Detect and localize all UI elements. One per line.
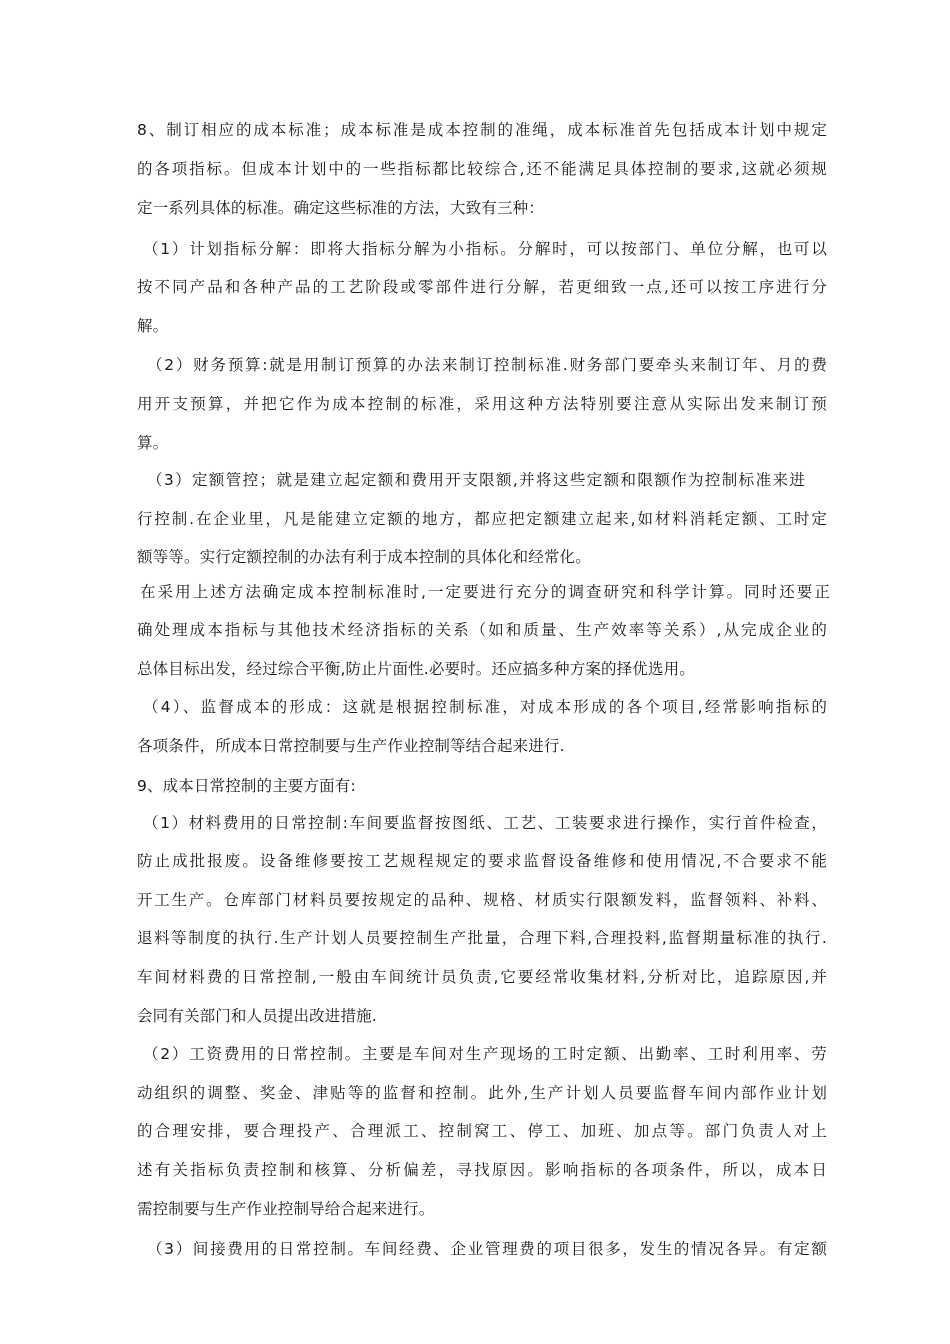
paragraph-line: 总体目标出发，经过综合平衡,防止片面性.必要时。还应搞多种方案的择优选用。	[137, 660, 695, 678]
paragraph-line: 述有关指标负责控制和核算、分析偏差，寻找原因。影响指标的各项条件，所以，成本日	[137, 1161, 827, 1179]
paragraph-line: （3）定额管控；就是建立起定额和费用开支限额,并将这些定额和限额作为控制标准来进	[147, 471, 805, 489]
paragraph-line: （3）间接费用的日常控制。车间经费、企业管理费的项目很多，发生的情况各异。有定额	[147, 1240, 827, 1258]
paragraph-line: 各项条件，所成本日常控制要与生产作业控制等结合起来进行.	[137, 737, 565, 755]
paragraph-line: 解。	[137, 317, 169, 335]
paragraph-line: 算。	[137, 434, 169, 452]
paragraph-line: 行控制.在企业里，凡是能建立定额的地方，都应把定额建立起来,如材料消耗定额、工时定	[137, 510, 827, 528]
paragraph-line: （4）、监督成本的形成：这就是根据控制标准，对成本形成的各个项目,经常影响指标的	[143, 698, 827, 716]
paragraph-line: 车间材料费的日常控制,一般由车间统计员负责,它要经常收集材料,分析对比，追踪原因,并	[137, 968, 827, 986]
paragraph-line: 的合理安排，要合理投产、合理派工、控制窝工、停工、加班、加点等。部门负责人对上	[137, 1122, 827, 1140]
paragraph-line: 需控制要与生产作业控制导给合起来进行。	[137, 1200, 435, 1218]
paragraph-line: 确处理成本指标与其他技术经济指标的关系（如和质量、生产效率等关系）,从完成企业的	[137, 621, 827, 639]
paragraph-line: 用开支预算，并把它作为成本控制的标准，采用这种方法特别要注意从实际出发来制订预	[137, 395, 827, 413]
paragraph-line: 开工生产。仓库部门材料员要按规定的品种、规格、材质实行限额发料，监督领料、补料、	[137, 891, 827, 909]
paragraph-line: 退料等制度的执行.生产计划人员要控制生产批量，合理下料,合理投料,监督期量标准的执行.	[137, 929, 827, 947]
paragraph-line: 的各项指标。但成本计划中的一些指标都比较综合,还不能满足具体控制的要求,这就必须规	[137, 160, 827, 178]
paragraph-line: （2）财务预算:就是用制订预算的办法来制订控制标准.财务部门要牵头来制订年、月的费	[147, 356, 827, 374]
paragraph-line: 防止成批报废。设备维修要按工艺规程规定的要求监督设备维修和使用情况,不合要求不能	[137, 852, 827, 870]
paragraph-line: 会同有关部门和人员提出改进措施.	[137, 1007, 377, 1025]
paragraph-line: （2）工资费用的日常控制。主要是车间对生产现场的工时定额、出勤率、工时利用率、劳	[143, 1045, 827, 1063]
paragraph-line: （1）材料费用的日常控制:车间要监督按图纸、工艺、工装要求进行操作，实行首件检查，	[143, 814, 827, 832]
paragraph-line: 额等等。实行定额控制的办法有利于成本控制的具体化和经常化。	[137, 548, 591, 566]
paragraph-line: 定一系列具体的标准。确定这些标准的方法，大致有三种：	[137, 199, 544, 217]
paragraph-line: 按不同产品和各种产品的工艺阶段或零部件进行分解，若更细致一点,还可以按工序进行分	[137, 278, 827, 296]
paragraph-line: 8、制订相应的成本标准；成本标准是成本控制的准绳，成本标准首先包括成本计划中规定	[137, 121, 827, 139]
section-heading: 9、成本日常控制的主要方面有:	[137, 777, 356, 795]
paragraph-line: （1）计划指标分解：即将大指标分解为小指标。分解时，可以按部门、单位分解，也可以	[143, 240, 827, 258]
paragraph-line: 动组织的调整、奖金、津贴等的监督和控制。此外,生产计划人员要监督车间内部作业计划	[137, 1084, 827, 1102]
paragraph-line: 在采用上述方法确定成本控制标准时,一定要进行充分的调查研究和科学计算。同时还要正	[140, 583, 830, 601]
